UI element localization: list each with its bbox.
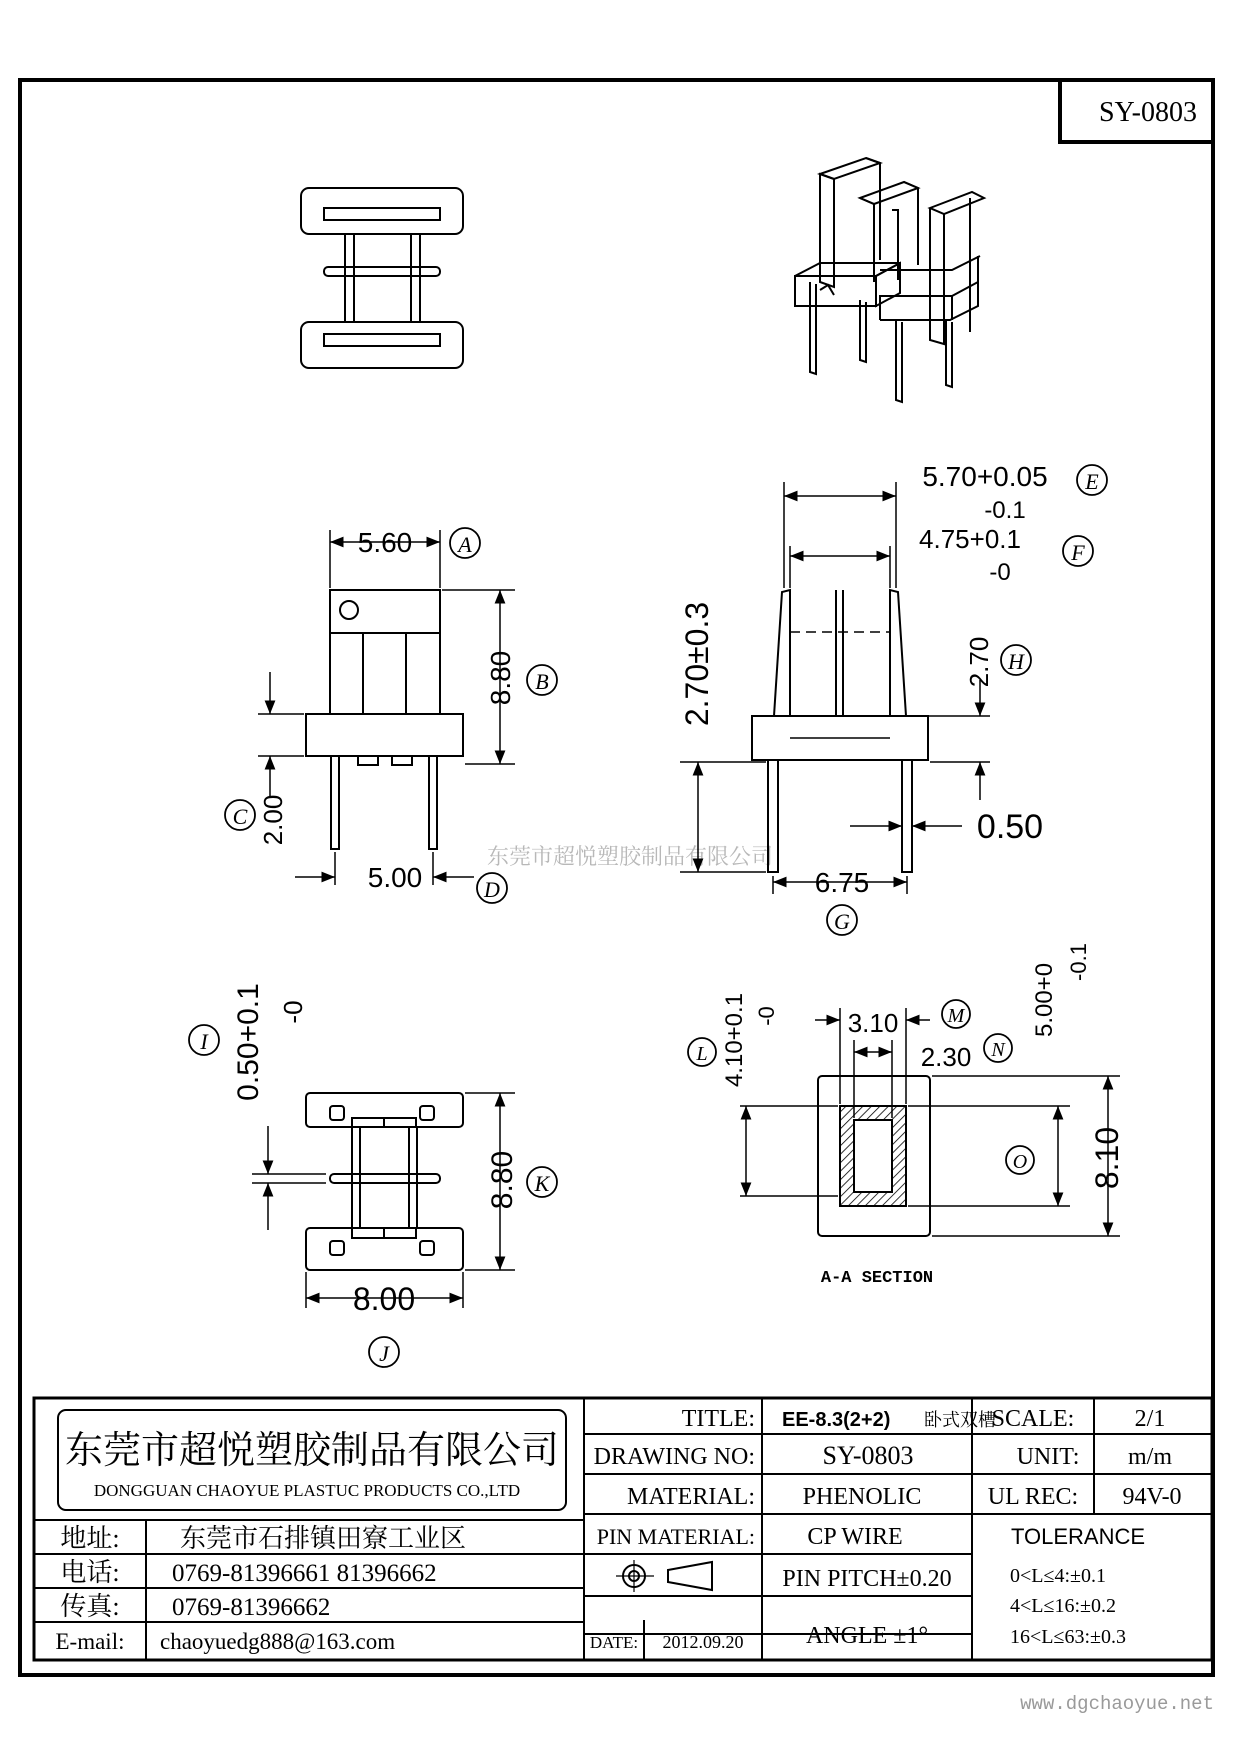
- dim-l-tag: [688, 1038, 716, 1066]
- dim-h-tag: [1001, 645, 1031, 675]
- dim-i-tag: [189, 1025, 219, 1055]
- title-value: EE-8.3(2+2): [782, 1409, 891, 1431]
- top-view: [301, 188, 463, 368]
- dim-m-tag: [942, 1000, 970, 1028]
- dim-b-value: 8.80: [485, 650, 516, 706]
- dim-l-value: 4.10+0.1: [721, 992, 748, 1088]
- dim-o-tag: [1006, 1146, 1034, 1174]
- isometric-view: [795, 158, 984, 402]
- tolerance-label: TOLERANCE: [1010, 1524, 1146, 1549]
- dim-d-value: 5.00: [367, 862, 423, 893]
- svg-text:J: J: [379, 1341, 389, 1366]
- dim-p-value: 8.10: [1089, 1126, 1125, 1190]
- dim-a-value: 5.60: [357, 527, 413, 558]
- pin-pitch: PIN PITCH±0.20: [782, 1566, 952, 1592]
- svg-text:C: C: [232, 804, 248, 829]
- dim-b-tag: [527, 665, 557, 695]
- dim-o-value: 5.00+0: [1031, 962, 1058, 1038]
- drawing-no-value: SY-0803: [822, 1441, 914, 1470]
- angle: ANGLE ±1°: [805, 1623, 929, 1649]
- watermark: 东莞市超悦塑胶制品有限公司: [486, 844, 774, 869]
- contact-email-value: chaoyuedg888@163.com: [160, 1629, 396, 1654]
- contact-email-label: E-mail:: [55, 1629, 125, 1654]
- svg-text:N: N: [991, 1039, 1005, 1061]
- dim-f-tol: -0: [989, 559, 1011, 586]
- contact-fax-label: 传真:: [60, 1592, 120, 1621]
- svg-text:A: A: [458, 532, 472, 557]
- pin-material-value: CP WIRE: [807, 1524, 903, 1550]
- dim-pin-width: 0.50: [976, 808, 1044, 846]
- drawing-no-label: DRAWING NO:: [593, 1444, 755, 1470]
- website: www.dgchaoyue.net: [1020, 1693, 1214, 1715]
- dim-a-tag: [450, 528, 480, 558]
- scale-label: SCALE:: [991, 1406, 1075, 1432]
- dim-e-tol: -0.1: [984, 497, 1026, 524]
- dim-h-value: 2.70: [964, 636, 994, 688]
- dim-g-tag: [827, 905, 857, 935]
- dim-e-value: 5.70+0.05: [922, 461, 1048, 492]
- ul-rec-label: UL REC:: [987, 1484, 1079, 1510]
- dim-j-value: 8.00: [352, 1281, 416, 1317]
- projection-symbol-icon: [616, 1560, 712, 1592]
- dim-i-tol: -0: [278, 1000, 308, 1024]
- svg-text:I: I: [200, 1029, 208, 1054]
- dim-k-value: 8.80: [486, 1150, 519, 1210]
- dim-c-tag: [225, 800, 255, 830]
- svg-text:O: O: [1012, 1151, 1028, 1173]
- dim-pin-length: 2.70±0.3: [679, 601, 715, 727]
- date-label: DATE:: [589, 1633, 639, 1652]
- contact-phone-label: 电话:: [60, 1558, 120, 1587]
- ul-rec-value: 94V-0: [1122, 1484, 1182, 1510]
- dim-o-tol: -0.1: [1066, 943, 1091, 981]
- tolerance-row-1: 0<L≤4:±0.1: [1010, 1565, 1107, 1587]
- section-label: A-A SECTION: [820, 1269, 934, 1288]
- contact-phone-value: 0769-81396661 81396662: [172, 1560, 437, 1587]
- svg-text:H: H: [1008, 649, 1024, 674]
- tolerance-row-3: 16<L≤63:±0.3: [1010, 1626, 1127, 1648]
- dim-k-tag: [527, 1167, 557, 1197]
- svg-text:K: K: [534, 1171, 550, 1196]
- contact-fax-value: 0769-81396662: [172, 1594, 331, 1621]
- front-view: [258, 530, 515, 885]
- dim-n-value: 2.30: [920, 1042, 972, 1072]
- pin-material-label: PIN MATERIAL:: [596, 1524, 755, 1549]
- svg-text:B: B: [535, 669, 549, 694]
- contact-address-value: 东莞市石排镇田寮工业区: [180, 1524, 467, 1553]
- tolerance-row-2: 4<L≤16:±0.2: [1010, 1595, 1117, 1617]
- company-name-cn: 东莞市超悦塑胶制品有限公司: [64, 1430, 560, 1472]
- dim-e-tag: [1077, 465, 1107, 495]
- svg-text:D: D: [484, 877, 500, 902]
- dim-j-tag: [369, 1337, 399, 1367]
- title-label: TITLE:: [681, 1406, 755, 1432]
- dim-d-tag: [477, 873, 507, 903]
- svg-text:L: L: [696, 1043, 708, 1065]
- dim-m-value: 3.10: [847, 1008, 899, 1038]
- svg-text:F: F: [1071, 540, 1085, 565]
- contact-address-label: 地址:: [60, 1524, 120, 1553]
- company-name-en: DONGGUAN CHAOYUE PLASTUC PRODUCTS CO.,LTD: [93, 1481, 521, 1500]
- scale-value: 2/1: [1134, 1406, 1166, 1432]
- unit-label: UNIT:: [1016, 1444, 1080, 1470]
- material-value: PHENOLIC: [802, 1484, 922, 1510]
- dim-l-tol: -0: [754, 1006, 779, 1026]
- unit-value: m/m: [1127, 1444, 1173, 1470]
- title-value-cn: 卧式双槽: [924, 1410, 996, 1430]
- dim-f-tag: [1063, 536, 1093, 566]
- material-label: MATERIAL:: [627, 1484, 755, 1510]
- dim-c-value: 2.00: [258, 794, 288, 846]
- dim-g-value: 6.75: [814, 867, 870, 898]
- drawing-code: SY-0803: [1098, 97, 1198, 128]
- dim-n-tag: [984, 1034, 1012, 1062]
- bottom-view: [252, 1093, 515, 1308]
- dim-f-value: 4.75+0.1: [919, 524, 1021, 554]
- svg-text:G: G: [834, 909, 850, 934]
- dim-i-value: 0.50+0.1: [232, 983, 265, 1101]
- svg-text:M: M: [947, 1005, 965, 1027]
- date-value: 2012.09.20: [662, 1632, 744, 1652]
- svg-text:E: E: [1085, 469, 1099, 494]
